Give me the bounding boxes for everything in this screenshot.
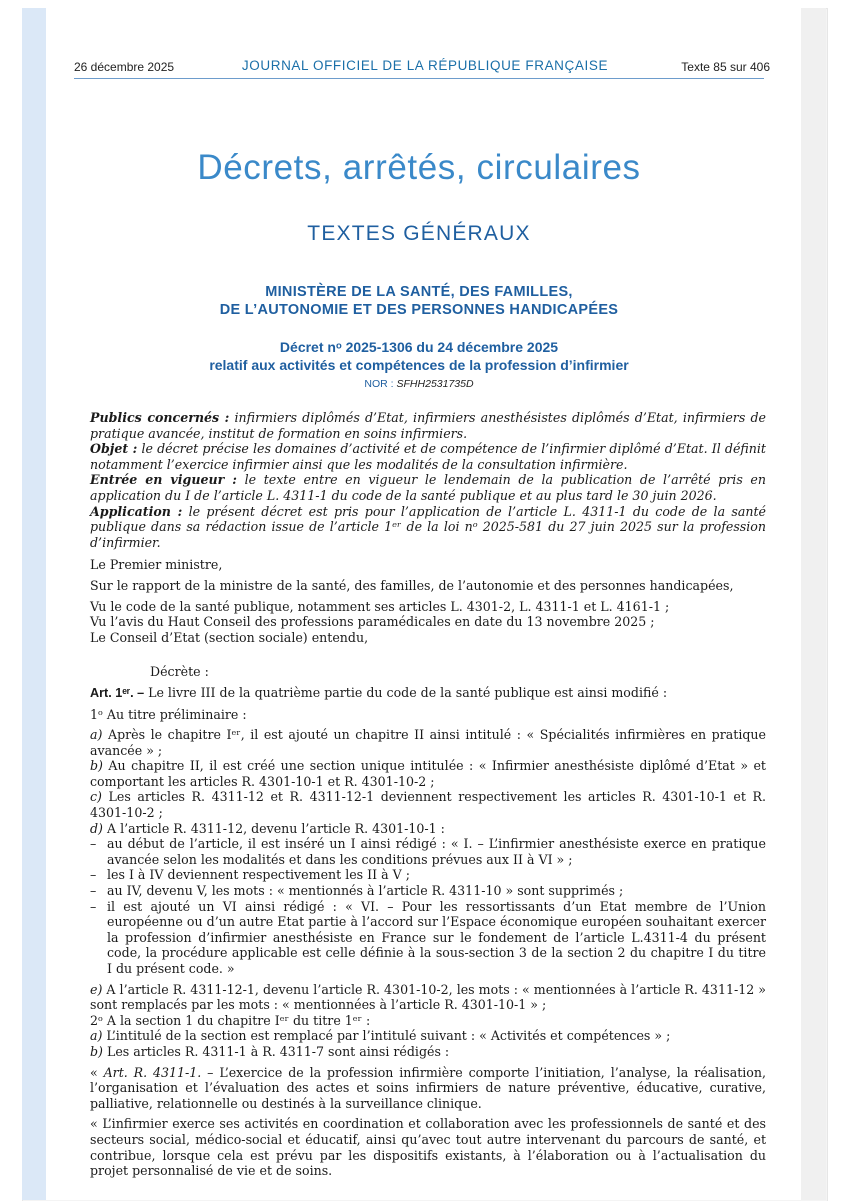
item-2-a: a) L’intitulé de la section est remplacé par l’intitulé suivant : « Activités et compétences » ; [90, 1028, 671, 1044]
preamble-line: Vu le code de la santé publique, notamment ses articles L. 4301-2, L. 4311-1 et L. 4161-1 ; [90, 598, 670, 614]
decree-line-2: relatif aux activités et compétences de la profession d’infirmier [209, 357, 629, 373]
preamble-line: Le Conseil d’Etat (section sociale) entendu, [90, 629, 369, 645]
header-date: 26 décembre 2025 [74, 60, 175, 74]
dash-item: – il est ajouté un VI ainsi rédigé : « VI. – Pour les ressortissants d’un Etat membre de l’Union européenne ou d’un autre Etat partie à l’accord sur l’Espace économique européen souhaitant exercer la profession d’infirmier anesthésiste en France sur le fondement de l’article L.4311-4 du présent code, la procédure applicable est celle définie à la sous-section 3 de la section 2 du chapitre I du titre I du présent code. » [90, 899, 766, 977]
decree-title [74, 338, 764, 374]
section-subtitle: TEXTES GÉNÉRAUX [307, 222, 531, 245]
header-divider [74, 78, 764, 79]
item-1: 1ᵒ Au titre préliminaire : [90, 706, 247, 722]
article-1-label: Art. 1ᵉʳ. – [90, 685, 145, 700]
article-1: Art. 1ᵉʳ. – Le livre III de la quatrième partie du code de la santé publique est ainsi modifié : [90, 684, 668, 700]
quoted-paragraph: « L’infirmier exerce ses activités en coordination et collaboration avec les professionnels de santé et des secteurs social, médico-social et éducatif, ainsi qu’avec tout autre intervenant du parcours de santé, et contribue, lorsque cela est prévu par les dispositifs existants, à l’élaboration ou à l’actualisation du projet personnalisé de vie et de soins. [90, 1116, 766, 1179]
summary-objet: Objet : le décret précise les domaines d’activité et de compétence de l’infirmier diplômé d’Etat. Il définit notamment l’exercice infirmier ainsi que les modalités de la consultation infirmière. [90, 441, 766, 472]
dash-item: – au IV, devenu V, les mots : « mentionnés à l’article R. 4311-10 » sont supprimés ; [90, 883, 766, 899]
item-2-b: b) Les articles R. 4311-1 à R. 4311-7 sont ainsi rédigés : [90, 1043, 450, 1059]
preamble-line: Vu l’avis du Haut Conseil des professions paramédicales en date du 13 novembre 2025 ; [90, 614, 655, 630]
nor-reference [74, 378, 764, 390]
section-title: Décrets, arrêtés, circulaires [197, 148, 641, 187]
item-2: 2ᵒ A la section 1 du chapitre Iᵉʳ du titre 1ᵉʳ : [90, 1012, 371, 1028]
ministry-name [74, 283, 764, 319]
item-1-a: a) Après le chapitre Iᵉʳ, il est ajouté un chapitre II ainsi intitulé : « Spécialités infirmières en pratique avancée » ; [90, 727, 766, 758]
preamble-line: Le Premier ministre, [90, 557, 223, 573]
page-left-margin-bar [22, 8, 46, 1200]
header-journal-title: JOURNAL OFFICIEL DE LA RÉPUBLIQUE FRANÇAISE [241, 58, 609, 73]
dash-item: – les I à IV deviennent respectivement les II à V ; [90, 867, 766, 883]
nor-code: SFHH2531735D [396, 378, 474, 390]
quoted-article-r4311-1: « Art. R. 4311-1. – L’exercice de la profession infirmière comporte l’initiation, l’analyse, la réalisation, l’organisation et l’évaluation des actes et soins infirmiers de nature préventive, éducative, curative, palliative, relationnelle ou destinés à la surveillance clinique. [90, 1064, 766, 1111]
page-right-shadow [801, 8, 826, 1200]
preamble-line: Sur le rapport de la ministre de la santé, des familles, de l’autonomie et des personnes handicapées, [90, 577, 734, 593]
summary-publics: Publics concernés : infirmiers diplômés d’Etat, infirmiers anesthésistes diplômés d’Etat, infirmiers de pratique avancée, institut de formation en soins infirmiers. [90, 410, 766, 441]
dash-item: – au début de l’article, il est inséré un I ainsi rédigé : « I. – L’infirmier anesthésiste exerce en pratique avancée selon les modalités et dans les conditions prévues aux II à VI » ; [90, 836, 766, 867]
item-1-d: d) A l’article R. 4311-12, devenu l’article R. 4301-10-1 : [90, 820, 445, 836]
item-1-b: b) Au chapitre II, il est créé une section unique intitulée : « Infirmier anesthésiste diplômé d’Etat » et comportant les articles R. 4301-10-1 et R. 4301-10-2 ; [90, 758, 766, 789]
item-1-c: c) Les articles R. 4311-12 et R. 4311-12-1 deviennent respectivement les articles R. 4301-10-1 et R. 4301-10-2 ; [90, 789, 766, 821]
page-header [74, 58, 776, 78]
header-text-number: Texte 85 sur 406 [681, 60, 770, 74]
decree-line-1: Décret nᵒ 2025-1306 du 24 décembre 2025 [279, 339, 559, 355]
ministry-line-2: DE L’AUTONOMIE ET DES PERSONNES HANDICAPÉES [219, 302, 619, 318]
decrete-label: Décrète : [150, 664, 209, 680]
item-1-e: e) A l’article R. 4311-12-1, devenu l’article R. 4301-10-2, les mots : « mentionnées à l’article R. 4311-12 » sont remplacés par les mots : « mentionnées à l’article R. 4301-10-1 » ; [90, 981, 766, 1013]
nor-label: NOR : [364, 378, 397, 390]
summary-entree-en-vigueur: Entrée en vigueur : le texte entre en vigueur le lendemain de la publication de l’arrêté pris en application du I de l’article L. 4311-1 du code de la santé publique et au plus tard le 30 juin 2026. [90, 472, 766, 503]
ministry-line-1: MINISTÈRE DE LA SANTÉ, DES FAMILLES, [265, 284, 573, 300]
summary-application: Application : le présent décret est pris pour l’application de l’article L. 4311-1 du code de la santé publique dans sa rédaction issue de l’article 1ᵉʳ de la loi nᵒ 2025-581 du 27 juin 2025 sur la profession d’infirmier. [90, 503, 766, 550]
document-body [90, 410, 766, 1179]
summary-block [90, 410, 766, 550]
